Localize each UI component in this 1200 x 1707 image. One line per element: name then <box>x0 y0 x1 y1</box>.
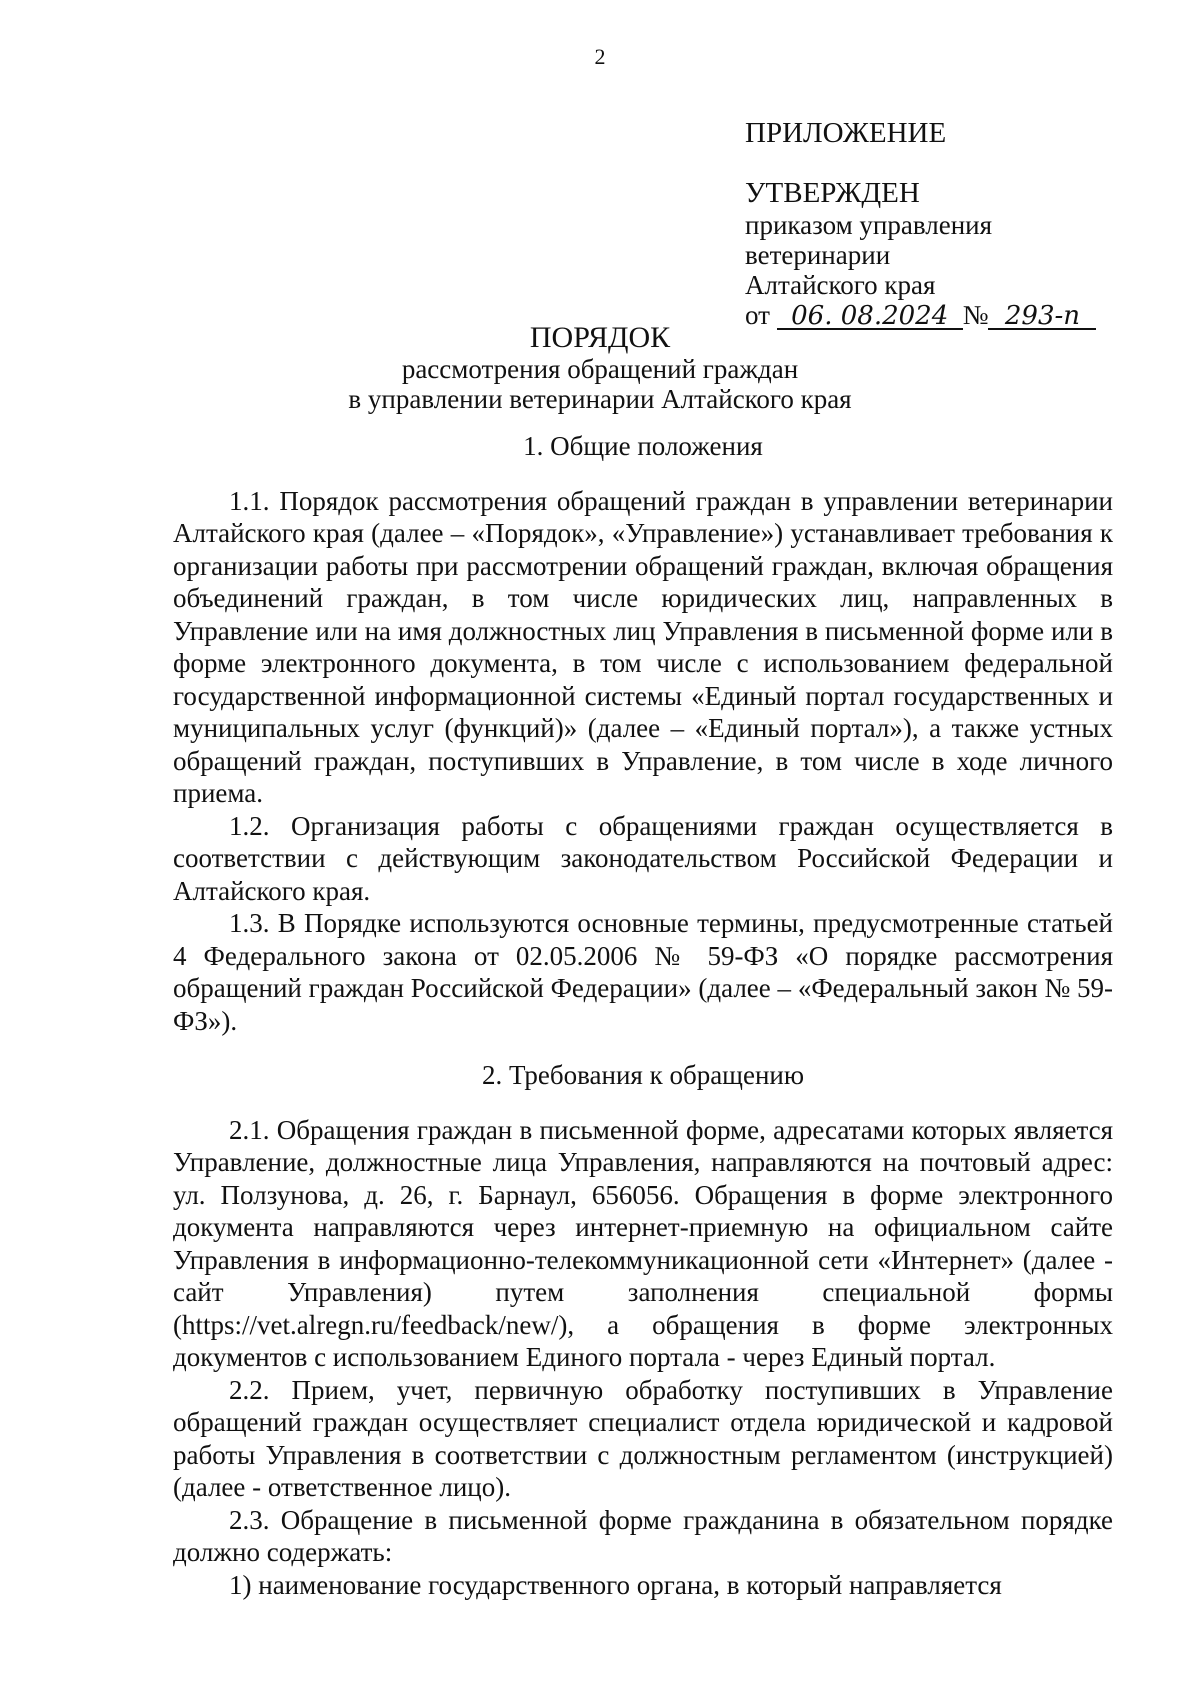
section-heading-1: 1. Общие положения <box>523 431 763 461</box>
date-prefix: от <box>745 300 770 330</box>
document-title <box>0 322 1200 414</box>
paragraph-2-2: 2.2. Прием, учет, первичную обработку поступивших в Управление обращений граждан осуществляет специалист отдела юридической и кадровой работы Управления в соответствии с должностным регламентом (инструкцией) (далее - ответственное лицо). <box>173 1374 1113 1502</box>
approval-line-2: ветеринарии <box>745 240 891 270</box>
page-number: 2 <box>594 44 606 69</box>
paragraph-1-3: 1.3. В Порядке используются основные термины, предусмотренные статьей 4 Федерального закона от 02.05.2006 № 59-ФЗ «О порядке рассмотрения обращений граждан Российской Федерации» (далее – «Федеральный закон № 59-ФЗ»). <box>173 908 1113 1036</box>
paragraph-1-2: 1.2. Организация работы с обращениями граждан осуществляется в соответствии с действующим законодательством Российской Федерации и Алтайского края. <box>173 810 1113 906</box>
approval-block <box>745 118 1096 330</box>
handwritten-date: 06. 08.2024 <box>777 304 963 330</box>
paragraph-2-3-item-1: 1) наименование государственного органа, в который направляется <box>229 1569 1002 1600</box>
approved-label: УТВЕРЖДЕН <box>745 177 920 209</box>
section-heading-2: 2. Требования к обращению <box>481 1060 805 1090</box>
approval-line-1: приказом управления <box>745 210 993 240</box>
approval-line-3: Алтайского края <box>745 270 936 300</box>
title-main: ПОРЯДОК <box>529 321 671 354</box>
title-line-1: рассмотрения обращений граждан <box>401 354 799 384</box>
paragraph-1-1: 1.1. Порядок рассмотрения обращений граждан в управлении ветеринарии Алтайского края (далее – «Порядок», «Управление») устанавливает требования к организации работы при рассмотрении обращений граждан, включая обращения объединений граждан, в том числе юридических лиц, направленных в Управление или на имя должностных лиц Управления в письменной форме или в форме электронного документа, в том числе с использованием федеральной государственной информационной системы «Единый портал государственных и муниципальных услуг (функций)» (далее – «Единый портал»), а также устных обращений граждан, поступивших в Управление, в том числе в ходе личного приема. <box>173 485 1113 808</box>
title-line-2: в управлении ветеринарии Алтайского края <box>348 384 852 414</box>
number-label: № <box>962 300 989 330</box>
handwritten-number: 293-п <box>988 304 1096 330</box>
paragraph-2-3: 2.3. Обращение в письменной форме гражданина в обязательном порядке должно содержать: <box>173 1504 1113 1567</box>
document-body <box>173 430 1113 1601</box>
appendix-label: ПРИЛОЖЕНИЕ <box>745 117 947 149</box>
paragraph-2-1: 2.1. Обращения граждан в письменной форме, адресатами которых является Управление, должностные лица Управления, направляются на почтовый адрес: ул. Ползунова, д. 26, г. Барнаул, 656056. Обращения в форме электронного документа направляются через интернет-приемную на официальном сайте Управления в информационно-телекоммуникационной сети «Интернет» (далее - сайт Управления) путем заполнения специальной формы (https://vet.alregn.ru/feedback/new/), а обращения в форме электронных документов с использованием Единого портала - через Единый портал. <box>173 1114 1113 1372</box>
